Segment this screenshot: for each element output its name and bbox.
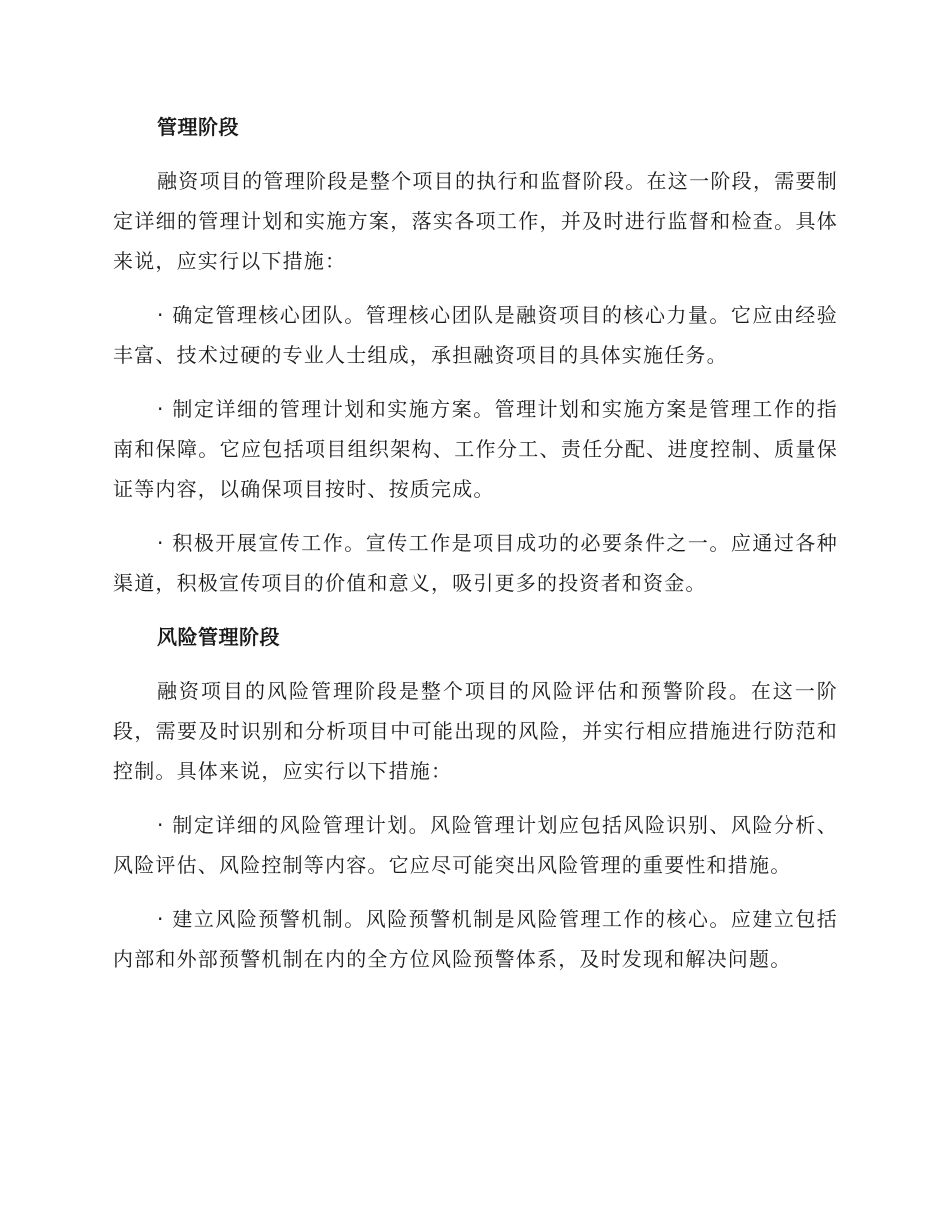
section-heading: 风险管理阶段 [157, 625, 280, 649]
bullet-paragraph: · 积极开展宣传工作。宣传工作是项目成功的必要条件之一。应通过各种渠道，积极宣传项目的价值和意义，吸引更多的投资者和资金。 [113, 531, 838, 595]
paragraph: 融资项目的管理阶段是整个项目的执行和监督阶段。在这一阶段，需要制定详细的管理计划和实施方案，落实各项工作，并及时进行监督和检查。具体来说，应实行以下措施： [113, 169, 838, 273]
bullet-paragraph: · 制定详细的管理计划和实施方案。管理计划和实施方案是管理工作的指南和保障。它应包括项目组织架构、工作分工、责任分配、进度控制、质量保证等内容，以确保项目按时、按质完成。 [113, 397, 838, 501]
bullet-paragraph: · 制定详细的风险管理计划。风险管理计划应包括风险识别、风险分析、风险评估、风险控制等内容。它应尽可能突出风险管理的重要性和措施。 [113, 813, 838, 877]
document-page [113, 107, 838, 993]
section-heading: 管理阶段 [157, 115, 239, 139]
bullet-paragraph: · 建立风险预警机制。风险预警机制是风险管理工作的核心。应建立包括内部和外部预警机制在内的全方位风险预警体系，及时发现和解决问题。 [113, 907, 838, 971]
paragraph: 融资项目的风险管理阶段是整个项目的风险评估和预警阶段。在这一阶段，需要及时识别和分析项目中可能出现的风险，并实行相应措施进行防范和控制。具体来说，应实行以下措施： [113, 679, 838, 783]
bullet-paragraph: · 确定管理核心团队。管理核心团队是融资项目的核心力量。它应由经验丰富、技术过硬的专业人士组成，承担融资项目的具体实施任务。 [113, 303, 838, 367]
